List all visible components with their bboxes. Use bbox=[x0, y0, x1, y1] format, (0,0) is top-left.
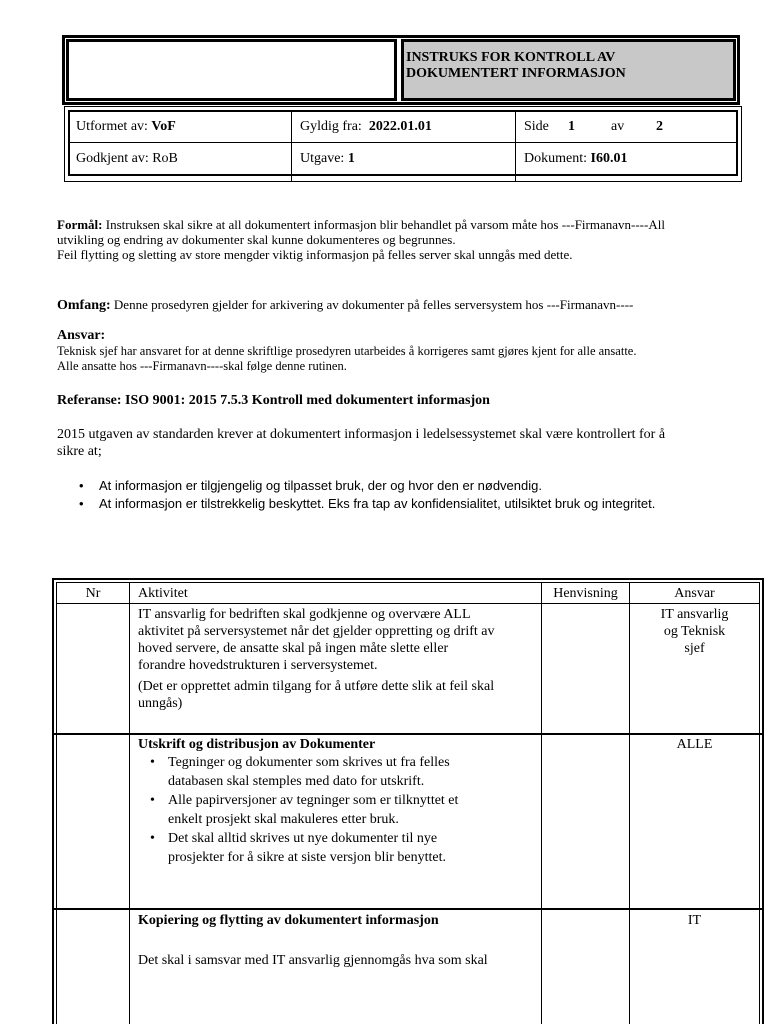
meta-divider bbox=[291, 110, 292, 182]
list-item: • At informasjon er tilstrekkelig beskyttet. Eks fra tap av konfidensialitet, utilsiktet bruk og integritet. bbox=[73, 495, 763, 513]
col-header-ansvar: Ansvar bbox=[674, 586, 715, 601]
document-title-line1: INSTRUKS FOR KONTROLL AV bbox=[406, 50, 616, 65]
referanse-heading: Referanse: ISO 9001: 2015 7.5.3 Kontroll med dokumentert informasjon bbox=[57, 393, 490, 408]
row-title: Utskrift og distribusjon av Dokumenter bbox=[138, 737, 376, 752]
ansvar-line1: Teknisk sjef har ansvaret for at denne skriftlige prosedyren utarbeides å korrigeres samt gjøres kjent for alle ansatte. bbox=[57, 344, 637, 358]
list-item: • Alle papirversjoner av tegninger som er tilknyttet et enkelt prosjekt skal makuleres etter bruk. bbox=[138, 791, 538, 829]
meta-av-label: av bbox=[611, 119, 625, 134]
referanse-intro bbox=[57, 426, 757, 460]
meta-godkjent: Godkjent av: RoB bbox=[76, 151, 178, 166]
meta-gyldig: Gyldig fra: 2022.01.01 bbox=[300, 119, 432, 134]
referanse-intro-line1: 2015 utgaven av standarden krever at dokumentert informasjon i ledelsessystemet skal være kontrollert for å bbox=[57, 427, 666, 442]
table-col-divider bbox=[541, 582, 542, 1024]
row-bullets bbox=[138, 753, 538, 867]
col-header-aktivitet: Aktivitet bbox=[138, 586, 188, 601]
table-row-divider bbox=[52, 908, 764, 910]
table-row-1-ansvar: IT ansvarlig og Teknisk sjef bbox=[660, 607, 729, 656]
ansvar-section bbox=[57, 328, 767, 374]
list-item: • Tegninger og dokumenter som skrives ut fra felles databasen skal stemples med dato for utskrift. bbox=[138, 753, 538, 791]
table-border bbox=[56, 582, 57, 1024]
meta-divider bbox=[515, 110, 516, 182]
table-row-2-aktivitet bbox=[138, 736, 538, 867]
col-header-henvisning: Henvisning bbox=[553, 586, 618, 601]
meta-dokument: Dokument: I60.01 bbox=[524, 151, 628, 166]
list-item: • Det skal alltid skrives ut nye dokumenter til nye prosjekter for å sikre at siste versjon blir benyttet. bbox=[138, 829, 538, 867]
table-row-divider bbox=[52, 733, 764, 735]
referanse-intro-line2: sikre at; bbox=[57, 444, 102, 459]
table-header-divider bbox=[56, 603, 760, 604]
formal-line1: Instruksen skal sikre at all dokumentert informasjon blir behandlet på varsom måte hos ---Firmanavn----All bbox=[105, 217, 665, 232]
omfang-section bbox=[57, 297, 757, 313]
document-title-line2: DOKUMENTERT INFORMASJON bbox=[406, 66, 626, 81]
meta-av-value: 2 bbox=[656, 119, 663, 134]
meta-side: Side bbox=[524, 119, 549, 134]
formal-line3: Feil flytting og sletting av store mengder viktig informasjon på felles server skal unngås med dette. bbox=[57, 247, 573, 262]
table-col-divider bbox=[129, 582, 130, 1024]
meta-utgave: Utgave: 1 bbox=[300, 151, 355, 166]
list-item: • At informasjon er tilgjengelig og tilpasset bruk, der og hvor den er nødvendig. bbox=[73, 477, 763, 495]
ansvar-label: Ansvar: bbox=[57, 328, 106, 343]
ansvar-line2: Alle ansatte hos ---Firmanavn----skal følge denne rutinen. bbox=[57, 359, 347, 373]
table-border bbox=[56, 582, 760, 583]
table-row-2-ansvar: ALLE bbox=[676, 737, 713, 752]
table-row-1-aktivitet: IT ansvarlig for bedriften skal godkjenne og overvære ALL aktivitet på serversystemet når det gjelder oppretting og drift av hoved servere, de ansatte skal på ingen måte slette eller forandre hovedstrukturen i serversystemet. (Det er opprettet admin tilgang for å utføre dette slik at feil skal unngås) bbox=[138, 607, 495, 711]
table-border bbox=[759, 582, 760, 1024]
document-title bbox=[406, 50, 726, 82]
meta-side-value: 1 bbox=[568, 119, 575, 134]
omfang-text: Denne prosedyren gjelder for arkivering av dokumenter på felles serversystem hos ---Firmanavn---- bbox=[113, 297, 634, 312]
formal-section bbox=[57, 217, 757, 262]
table-row-3-title: Kopiering og flytting av dokumentert informasjon bbox=[138, 913, 439, 928]
table-row-3-ansvar: IT bbox=[687, 913, 702, 928]
omfang-label: Omfang: bbox=[57, 298, 111, 313]
logo-placeholder bbox=[66, 39, 397, 101]
referanse-bullets bbox=[73, 477, 763, 513]
formal-line2: utvikling og endring av dokumenter skal kunne dokumenteres og begrunnes. bbox=[57, 232, 456, 247]
meta-divider bbox=[68, 142, 738, 143]
formal-label: Formål: bbox=[57, 217, 103, 232]
table-row-3-text: Det skal i samsvar med IT ansvarlig gjennomgås hva som skal bbox=[138, 953, 488, 968]
col-header-nr: Nr bbox=[85, 586, 101, 601]
meta-utformet: Utformet av: VoF bbox=[76, 119, 176, 134]
